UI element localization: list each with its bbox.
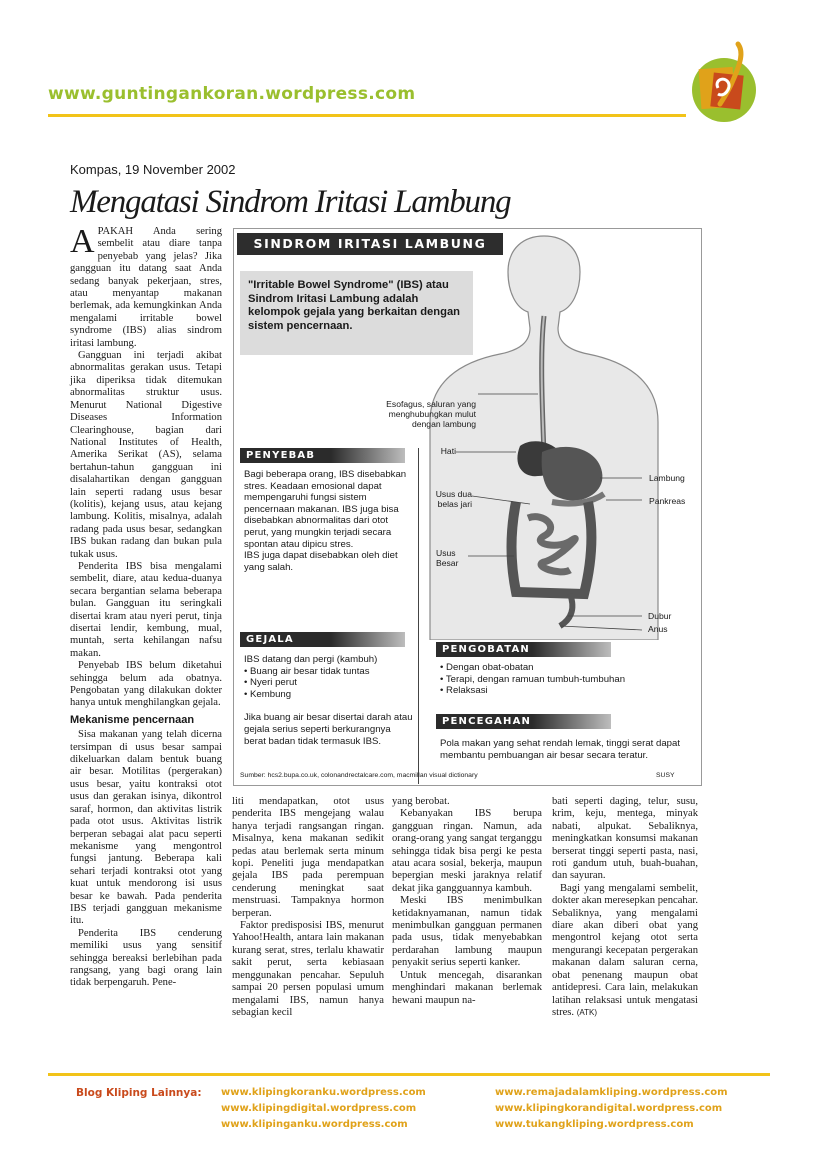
article-column-1 [70, 223, 222, 990]
pengobatan-text [440, 662, 690, 697]
paragraph: PAKAH Anda sering sembelit atau diare tanpa penyebab yang jelas? Jika gangguan itu datang saat Anda sedang banyak pekerjaan, stres, atau menyantap makanan berlemak, ada kemungkinkan Anda mengalami irritable bowel syndrome (IBS) alias sindrom iritasi lambung. [70, 226, 222, 349]
article-title: Mengatasi Sindrom Iritasi Lambung [70, 184, 511, 220]
label-hati: Hati [440, 446, 456, 456]
paragraph: Faktor predisposisi IBS, menurut Yahoo!Health, antara lain makanan kurang serat, stres, terlalu khawatir sakit perut, serta kebiasaan menggunakan pencahar. Sepuluh sampai 20 persen populasi umum mengalami IBS, namun hanya sebagian kecil [232, 920, 384, 1018]
signature: (ATK) [576, 1007, 598, 1017]
pencegahan-heading: PENCEGAHAN [436, 714, 611, 729]
paragraph: Meski IBS menimbulkan ketidaknyamanan, namun tidak menimbulkan gangguan permanen pada usus, tidak menyebabkan perdarahan lambung maupun penyakit serius seperti kanker. [392, 895, 542, 969]
label-pankreas: Pankreas [649, 496, 686, 506]
gejala-text [244, 654, 414, 747]
infographic-banner: SINDROM IRITASI LAMBUNG [237, 233, 503, 255]
pencegahan-text: Pola makan yang sehat rendah lemak, tinggi serat dapat membantu pembuangan air besar secara teratur. [440, 738, 680, 761]
paragraph: Sisa makanan yang telah dicerna tersimpan di usus besar sampai dikeluarkan dalam bentuk buang air besar. Motilitas (pergerakan) usus besar, yaitu kontraksi otot usus dan gerakan isinya, dikontrol saraf, hormon, dan aktivitas listrik pada otot usus. Aktivitas listrik berperan sebagai alat pacu seperti mekanisme yang mengontrol fungsi jantung. Beberapa kali sehari terjadi kontraksi otot yang kuat untuk mendorong isi usus besar ke bawah. Pada penderita IBS terjadi gangguan mekanisme itu. [70, 729, 222, 927]
kliping-logo-icon [684, 38, 766, 124]
blog-link[interactable]: www.tukangkliping.wordpress.com [495, 1119, 694, 1130]
label-anus: Anus [648, 624, 668, 634]
header-rule [48, 114, 686, 117]
digestive-system-illustration [420, 232, 698, 640]
gejala-heading: GEJALA [240, 632, 405, 647]
pengobatan-item: • Dengan obat-obatan [440, 662, 534, 673]
infographic-intro: "Irritable Bowel Syndrome" (IBS) atau Sindrom Iritasi Lambung adalah kelompok gejala yang berkaitan dengan sistem pencernaan. [240, 271, 473, 355]
site-url-link[interactable]: www.guntingankoran.wordpress.com [48, 84, 416, 104]
paragraph: Kebanyakan IBS berupa gangguan ringan. Namun, ada orang-orang yang sangat terganggu sehingga tidak bisa pergi ke pesta atau acara sosial, bekerja, maupun bepergian meski jaraknya relatif dekat jika gangguannya kambuh. [392, 808, 542, 894]
drop-cap: A [70, 223, 95, 260]
penyebab-text [244, 469, 414, 573]
penyebab-paragraph: IBS juga dapat disebabkan oleh diet yang salah. [244, 550, 398, 573]
paragraph: Bagi yang mengalami sembelit, dokter akan meresepkan pencahar. Sebaliknya, yang mengalami diare akan diberi obat yang mengontrol kejang otot serta mengurangi kecepatan pergerakan makanan dalam saluran cerna, obat penenang maupun obat antidepresi. Cara lain, melakukan latihan relaksasi untuk mengatasi stres. (ATK) [552, 882, 698, 1018]
blog-link[interactable]: www.klipingkorandigital.wordpress.com [495, 1103, 723, 1114]
gejala-intro: IBS datang dan pergi (kambuh) [244, 654, 378, 665]
paragraph: Penderita IBS cenderung memiliki usus yang sensitif sehingga bereaksi berlebihan pada rangsang, yang bagi orang lain tidak berpengaruh. Pene- [70, 927, 222, 989]
paragraph: yang berobat. [392, 796, 450, 807]
blog-link[interactable]: www.klipinganku.wordpress.com [221, 1119, 408, 1130]
article-column-4 [552, 796, 698, 1019]
gejala-item: • Buang air besar tidak tuntas [244, 665, 370, 677]
paragraph: Untuk mencegah, disarankan menghindari makanan berlemak hewani maupun na- [392, 969, 542, 1006]
subheading: Mekanisme pencernaan [70, 713, 195, 726]
penyebab-paragraph: Bagi beberapa orang, IBS disebabkan stres. Keadaan emosional dapat mempengaruhi fungsi sistem pencernaan makanan. IBS juga bisa disebabkan abnormalitas dari otot perut, yang mungkin terjadi secara spontan atau dipicu stres. [244, 469, 407, 550]
article-source-date: Kompas, 19 November 2002 [70, 162, 236, 177]
pengobatan-item: • Terapi, dengan ramuan tumbuh-tumbuhan [440, 673, 626, 685]
gejala-note: Jika buang air besar disertai darah atau gejala serius seperti berkurangnya berat badan tidak termasuk IBS. [244, 712, 413, 747]
article-column-3 [392, 796, 542, 1007]
blog-link[interactable]: www.klipingkoranku.wordpress.com [221, 1087, 426, 1098]
article-column-2 [232, 796, 384, 1019]
paragraph: bati seperti daging, telur, susu, krim, keju, mentega, minyak nabati, alpukat. Sebaliknya, meningkatkan konsumsi makanan berserat tinggi seperti pasta, nasi, roti gandum utuh, buah-buahan, dan sayuran. [552, 796, 698, 882]
label-usus-dua-belas-jari: Usus dua belas jari [435, 489, 472, 509]
label-usus-besar: Usus Besar [436, 548, 459, 568]
infographic-artist: SUSY [656, 772, 675, 779]
blog-list-label: Blog Kliping Lainnya: [76, 1087, 202, 1099]
footer-rule [48, 1073, 770, 1076]
label-dubur: Dubur [648, 611, 672, 621]
pengobatan-item: • Relaksasi [440, 685, 488, 697]
paragraph: Penyebab IBS belum diketahui sehingga belum ada obatnya. Pengobatan yang dilakukan dokter hanya untuk menghilangkan gejala. [70, 660, 222, 709]
paragraph: liti mendapatkan, otot usus penderita IBS mengejang walau hanya terjadi rangsangan ringan. Misalnya, kena makanan sedikit pedas atau berlemak serta minum kopi. Peneliti juga mendapatkan gejala IBS pada perempuan cenderung meningkat saat menstruasi. Tampaknya hormon berperan. [232, 796, 384, 919]
blog-link[interactable]: www.remajadalamkliping.wordpress.com [495, 1087, 728, 1098]
gejala-item: • Kembung [244, 688, 292, 700]
label-lambung: Lambung [649, 473, 685, 483]
infographic-source: Sumber: hcs2.bupa.co.uk, colonandrectalcare.com, macmillan visual dictionary [240, 772, 478, 779]
blog-link[interactable]: www.klipingdigital.wordpress.com [221, 1103, 417, 1114]
penyebab-heading: PENYEBAB [240, 448, 405, 463]
paragraph: Gangguan ini terjadi akibat abnormalitas gerakan usus. Tetapi jika diperiksa tidak ditemukan abnormalitas struktur usus. Menurut National Digestive Diseases Information Clearinghouse, bagian dari National Institutes of Health, Amerika Serikat (AS), selama bertahun-tahun gangguan ini disalahartikan dengan gangguan lain seperti radang usus besar (kolitis), kejang usus, atau kejang lambung. Kolitis, misalnya, adalah radang pada usus besar, sedangkan IBS bukan radang dan bukan pula tukak usus. [70, 350, 222, 560]
pengobatan-heading: PENGOBATAN [436, 642, 611, 657]
label-esofagus: Esofagus, saluran yang menghubungkan mulut dengan lambung [386, 399, 476, 429]
paragraph: Penderita IBS bisa mengalami sembelit, diare, atau kedua-duanya secara bergantian selama beberapa bulan. Gangguan itu seringkali disertai kram atau nyeri perut, tinja disertai lendir, kembung, mual, muntah, serta kehilangan nafsu makan. [70, 560, 222, 659]
section-divider [418, 448, 419, 784]
gejala-item: • Nyeri perut [244, 677, 297, 689]
